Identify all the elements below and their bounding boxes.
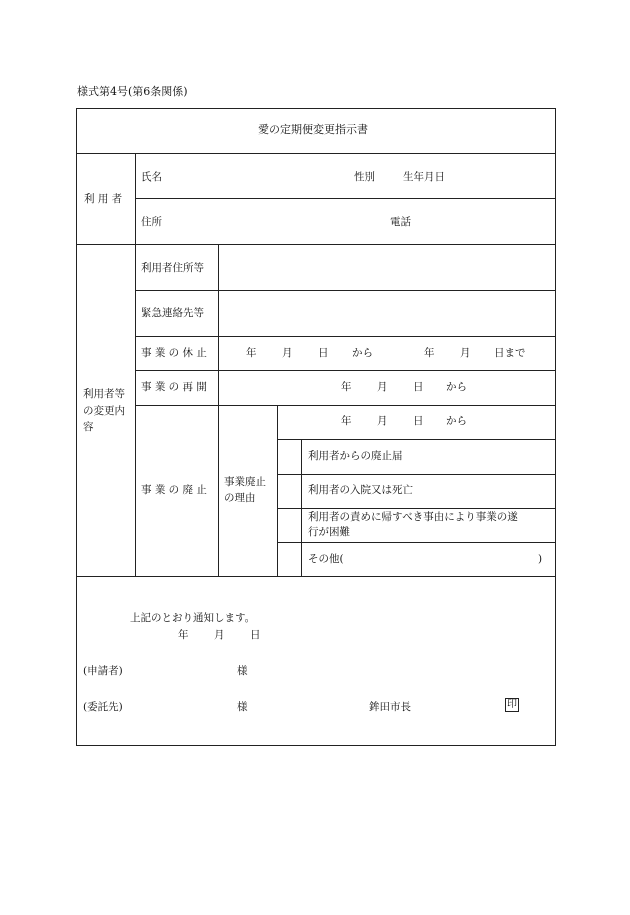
reason-user-fault-line-1: 利用者の責めに帰すべき事由により事業の遂 <box>308 511 518 523</box>
suspension-start-month: 月 <box>282 347 293 359</box>
consignee-label: (委託先) <box>83 701 123 713</box>
line-below-resumption-row <box>135 405 556 406</box>
suspension-row-label: 事 業 の 休 止 <box>141 347 207 359</box>
notice-month: 月 <box>214 629 225 641</box>
gender-label: 性別 <box>354 171 375 183</box>
suspension-start-suffix: から <box>352 347 373 359</box>
resumption-day: 日 <box>413 381 424 393</box>
line-reason-column <box>277 405 278 576</box>
user-address-row-label: 利用者住所等 <box>141 262 204 274</box>
change-section-heading-line-3: 容 <box>83 421 94 433</box>
line-below-suspension-row <box>135 370 556 371</box>
form-title: 愛の定期便変更指示書 <box>258 123 368 136</box>
notice-day: 日 <box>250 629 261 641</box>
abolition-day: 日 <box>413 415 424 427</box>
suspension-start-year: 年 <box>246 347 257 359</box>
suspension-start-day: 日 <box>318 347 329 359</box>
applicant-label: (申請者) <box>83 665 123 677</box>
notice-text: 上記のとおり通知します。 <box>130 612 256 624</box>
mayor-title: 鉾田市長 <box>369 701 411 713</box>
line-label-column <box>218 244 219 576</box>
reason-other: その他( <box>308 553 344 565</box>
change-section-heading-line-2: の変更内 <box>83 405 125 417</box>
resumption-month: 月 <box>377 381 388 393</box>
abolition-reason-label-line-2: の理由 <box>224 492 256 504</box>
address-label: 住所 <box>141 216 162 228</box>
resumption-suffix: から <box>446 381 467 393</box>
form-frame <box>76 108 556 746</box>
abolition-row-label: 事 業 の 廃 止 <box>141 484 207 496</box>
abolition-month: 月 <box>377 415 388 427</box>
line-between-name-address <box>135 198 556 199</box>
form-number: 様式第4号(第6条関係) <box>77 85 188 98</box>
abolition-reason-label-line-1: 事業廃止 <box>224 476 266 488</box>
line-left-heading-column <box>135 153 136 576</box>
notice-year: 年 <box>178 629 189 641</box>
applicant-honorific: 様 <box>237 665 248 677</box>
consignee-honorific: 様 <box>237 701 248 713</box>
line-below-title <box>76 153 556 154</box>
line-below-reason-3 <box>277 542 556 543</box>
line-below-emergency-row <box>135 336 556 337</box>
user-section-heading: 利 用 者 <box>84 193 123 205</box>
seal-stamp: 印 <box>507 699 517 710</box>
reason-withdrawal-notice: 利用者からの廃止届 <box>308 450 403 462</box>
line-below-reason-1 <box>277 474 556 475</box>
line-below-change-section <box>76 576 556 577</box>
reason-hospitalization-or-death: 利用者の入院又は死亡 <box>308 484 413 496</box>
resumption-year: 年 <box>341 381 352 393</box>
emergency-contact-row-label: 緊急連絡先等 <box>141 307 204 319</box>
line-below-user-address-row <box>135 290 556 291</box>
phone-label: 電話 <box>390 216 411 228</box>
line-below-user-section <box>76 244 556 245</box>
abolition-year: 年 <box>341 415 352 427</box>
change-section-heading-line-1: 利用者等 <box>83 388 125 400</box>
resumption-row-label: 事 業 の 再 開 <box>141 381 207 393</box>
line-checkbox-column <box>301 439 302 576</box>
birthdate-label: 生年月日 <box>403 171 445 183</box>
name-label: 氏名 <box>141 171 162 183</box>
abolition-suffix: から <box>446 415 467 427</box>
reason-user-fault-line-2: 行が困難 <box>308 526 350 538</box>
reason-other-closing-paren: ) <box>538 553 543 565</box>
suspension-end-day: 日まで <box>494 347 526 359</box>
suspension-end-month: 月 <box>460 347 471 359</box>
line-below-reason-2 <box>277 508 556 509</box>
suspension-end-year: 年 <box>424 347 435 359</box>
line-below-abolition-date <box>277 439 556 440</box>
